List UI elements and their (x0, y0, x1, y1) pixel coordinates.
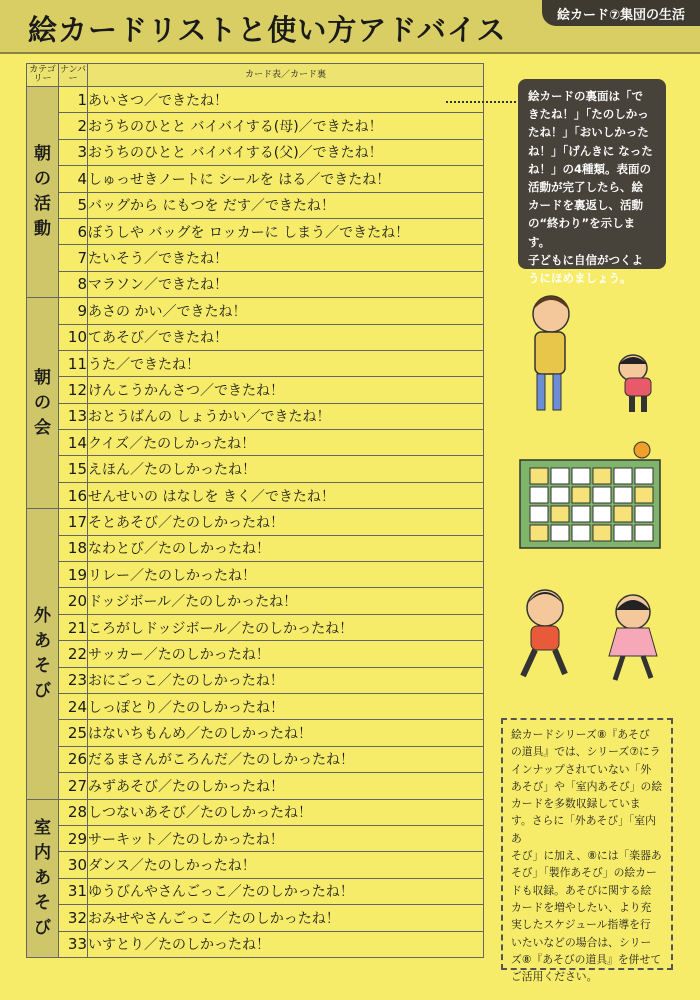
table-row (27, 403, 484, 429)
back-side-callout (518, 79, 666, 286)
callout-line: 活動が完了したら、絵 (528, 180, 643, 195)
card-text: ダンス／たのしかったね！ (88, 852, 484, 878)
table-row (27, 324, 484, 350)
girl-legs (615, 656, 651, 680)
category-cell (27, 799, 59, 957)
callout-line: ね！」「げんきに なった (528, 143, 653, 158)
card-number: 5 (59, 192, 88, 218)
card-board-illustration (518, 440, 668, 550)
boy-legs (523, 650, 565, 676)
table-row (27, 535, 484, 561)
card-text: たいそう／できたね！ (88, 245, 484, 271)
table-row (27, 852, 484, 878)
board-card-slot (572, 525, 590, 541)
series-note-box (501, 718, 673, 984)
board-sun-icon (634, 442, 650, 458)
note-line: インナップされていない「外 (511, 762, 652, 776)
title-bar (0, 0, 700, 54)
board-card-slot (530, 506, 548, 522)
category-char: の (34, 169, 51, 190)
card-text: マラソン／できたね！ (88, 271, 484, 297)
table-row (27, 641, 484, 667)
board-card-slot (614, 487, 632, 503)
table-row (27, 218, 484, 244)
card-text: みずあそび／たのしかったね！ (88, 773, 484, 799)
category-char: び (34, 680, 51, 701)
table-row (27, 377, 484, 403)
card-number: 15 (59, 456, 88, 482)
table-row (27, 350, 484, 376)
note-line: いたいなどの場合は、シリー (511, 935, 652, 949)
card-number: 13 (59, 403, 88, 429)
category-char: 内 (34, 842, 51, 863)
card-number: 24 (59, 693, 88, 719)
card-number: 28 (59, 799, 88, 825)
board-card-slot (572, 468, 590, 484)
table-row (27, 825, 484, 851)
card-number: 14 (59, 430, 88, 456)
card-number: 6 (59, 218, 88, 244)
table-row (27, 720, 484, 746)
note-line: 絵カードシリーズ⑧『あそび (511, 728, 650, 741)
card-number: 7 (59, 245, 88, 271)
card-text: はないちもんめ／たのしかったね！ (88, 720, 484, 746)
card-text: おみせやさんごっこ／たのしかったね！ (88, 905, 484, 931)
card-number: 11 (59, 350, 88, 376)
note-line: ズ⑧『あそびの道具』を併せて (511, 952, 662, 966)
card-number: 33 (59, 931, 88, 957)
boy-head (527, 590, 563, 626)
note-line: カードを多数収録していま (511, 797, 641, 811)
board-card-slot (551, 468, 569, 484)
header-number: ナンバー (59, 64, 88, 87)
category-char: 室 (34, 817, 51, 838)
card-text: おうちのひとと バイバイする(父)／できたね！ (88, 139, 484, 165)
card-text: ころがしドッジボール／たのしかったね！ (88, 614, 484, 640)
note-line: ドも収録。あそびに関する絵 (511, 883, 652, 897)
card-list-table (26, 63, 484, 958)
callout-line: カードを裏返し、活動 (528, 198, 643, 213)
board-card-slot (614, 525, 632, 541)
table-row (27, 456, 484, 482)
card-text: ゆうびんやさんごっこ／たのしかったね！ (88, 878, 484, 904)
note-line: す。さらに「外あそび」「室内あ (511, 814, 656, 845)
category-char: 朝 (34, 367, 51, 388)
teacher-leg-right (553, 374, 561, 410)
table-row (27, 905, 484, 931)
category-char: あ (34, 867, 51, 888)
board-card-slot (551, 487, 569, 503)
board-card-slot (530, 468, 548, 484)
card-number: 3 (59, 139, 88, 165)
card-number: 2 (59, 113, 88, 139)
page-title: 絵カードリストと使い方アドバイス (28, 13, 507, 47)
note-line: そび」「製作あそび」の絵カー (511, 866, 657, 880)
board-card-slot (614, 506, 632, 522)
note-line: カードを増やしたい、より充 (511, 900, 652, 914)
card-text: けんこうかんさつ／できたね！ (88, 377, 484, 403)
child-leg-left (629, 396, 635, 412)
card-text: だるまさんがころんだ／たのしかったね！ (88, 746, 484, 772)
card-text: しっぽとり／たのしかったね！ (88, 693, 484, 719)
card-number: 22 (59, 641, 88, 667)
table-row (27, 746, 484, 772)
card-number: 9 (59, 298, 88, 324)
callout-line: 絵カードの裏面は「で (528, 89, 643, 103)
card-number: 16 (59, 482, 88, 508)
header-category: カテゴリー (27, 64, 59, 87)
greeting-illustration (505, 290, 675, 420)
table-row (27, 693, 484, 719)
table-row (27, 773, 484, 799)
card-text: なわとび／たのしかったね！ (88, 535, 484, 561)
table-row (27, 614, 484, 640)
category-char: の (34, 392, 51, 413)
board-card-slot (551, 506, 569, 522)
series-tag: 絵カード⑦集団の生活 (542, 0, 700, 26)
category-char: 活 (34, 194, 51, 215)
card-text: あさの かい／できたね！ (88, 298, 484, 324)
table-row (27, 245, 484, 271)
category-cell (27, 298, 59, 509)
board-card-slot (551, 525, 569, 541)
card-text: リレー／たのしかったね！ (88, 562, 484, 588)
teacher-head (533, 296, 569, 332)
card-text: おうちのひとと バイバイする(母)／できたね！ (88, 113, 484, 139)
teacher-body (535, 332, 565, 374)
card-number: 1 (59, 87, 88, 113)
table-row (27, 166, 484, 192)
table-row (27, 588, 484, 614)
card-number: 20 (59, 588, 88, 614)
table-row (27, 878, 484, 904)
category-char: そ (34, 655, 51, 676)
table-row (27, 799, 484, 825)
card-number: 17 (59, 509, 88, 535)
card-number: 30 (59, 852, 88, 878)
child-leg-right (641, 396, 647, 412)
card-number: 29 (59, 825, 88, 851)
board-card-slot (635, 525, 653, 541)
card-number: 27 (59, 773, 88, 799)
category-char: 会 (34, 417, 51, 438)
card-number: 32 (59, 905, 88, 931)
category-char: び (34, 917, 51, 938)
note-line: あそび」や「室内あそび」の絵 (511, 779, 663, 793)
card-number: 4 (59, 166, 88, 192)
table-row (27, 482, 484, 508)
board-card-slot (635, 468, 653, 484)
board-card-slot (593, 525, 611, 541)
callout-line: うにほめましょう。 (528, 271, 632, 286)
board-card-slot (530, 525, 548, 541)
board-card-slot (593, 506, 611, 522)
card-text: サーキット／たのしかったね！ (88, 825, 484, 851)
girl-dress (609, 628, 657, 656)
card-text: クイズ／たのしかったね！ (88, 430, 484, 456)
card-text: いすとり／たのしかったね！ (88, 931, 484, 957)
note-line: そび」に加え、⑧には「楽器あ (511, 849, 662, 863)
teacher-leg-left (537, 374, 545, 410)
table-row (27, 113, 484, 139)
table-body (27, 87, 484, 958)
card-text: サッカー／たのしかったね！ (88, 641, 484, 667)
table-row (27, 667, 484, 693)
board-card-slot (635, 487, 653, 503)
note-line: 実したスケジュール指導を行 (511, 918, 651, 932)
category-char: 朝 (34, 144, 51, 165)
category-char: 外 (34, 605, 51, 626)
card-text: おにごっこ／たのしかったね！ (88, 667, 484, 693)
card-text: しゅっせきノートに シールを はる／できたね！ (88, 166, 484, 192)
category-char: そ (34, 892, 51, 913)
table-row (27, 192, 484, 218)
table-header-row (27, 64, 484, 87)
card-number: 31 (59, 878, 88, 904)
callout-line: 子どもに自信がつくよ (528, 252, 643, 267)
card-number: 21 (59, 614, 88, 640)
card-number: 10 (59, 324, 88, 350)
category-char: 動 (34, 219, 51, 240)
card-number: 23 (59, 667, 88, 693)
table-row (27, 430, 484, 456)
card-number: 18 (59, 535, 88, 561)
boy-body (531, 626, 559, 650)
card-text: ぼうしや バッグを ロッカーに しまう／できたね！ (88, 218, 484, 244)
card-text: ドッジボール／たのしかったね！ (88, 588, 484, 614)
callout-line: きたね！」「たのしかっ (528, 107, 649, 122)
card-text: てあそび／できたね！ (88, 324, 484, 350)
running-children-illustration (505, 580, 675, 690)
card-number: 25 (59, 720, 88, 746)
category-cell (27, 509, 59, 799)
board-card-slot (572, 506, 590, 522)
callout-line: の“終わり”を示します。 (528, 216, 636, 249)
table-row (27, 509, 484, 535)
table-row (27, 139, 484, 165)
board-card-slot (593, 468, 611, 484)
card-number: 8 (59, 271, 88, 297)
table-row (27, 87, 484, 113)
note-line: ご活用ください。 (511, 970, 598, 984)
card-text: おとうばんの しょうかい／できたね！ (88, 403, 484, 429)
card-text: そとあそび／たのしかったね！ (88, 509, 484, 535)
card-number: 19 (59, 562, 88, 588)
board-card-slot (593, 487, 611, 503)
card-text: せんせいの はなしを きく／できたね！ (88, 482, 484, 508)
card-text: えほん／たのしかったね！ (88, 456, 484, 482)
note-line: の道具』では、シリーズ⑦にラ (511, 745, 661, 759)
board-card-slot (572, 487, 590, 503)
card-text: うた／できたね！ (88, 350, 484, 376)
callout-line: ね！」の4種類。表面の (528, 161, 652, 176)
card-number: 26 (59, 746, 88, 772)
card-text: しつないあそび／たのしかったね！ (88, 799, 484, 825)
table-row (27, 931, 484, 957)
table-row (27, 271, 484, 297)
category-char: あ (34, 630, 51, 651)
table-row (27, 298, 484, 324)
child-body (625, 378, 651, 396)
category-cell (27, 87, 59, 298)
callout-leader-line (446, 101, 516, 103)
card-number: 12 (59, 377, 88, 403)
card-text: あいさつ／できたね！ (88, 87, 484, 113)
callout-line: たね！」「おいしかった (528, 125, 649, 140)
table-row (27, 562, 484, 588)
card-text: バッグから にもつを だす／できたね！ (88, 192, 484, 218)
board-card-slot (635, 506, 653, 522)
board-card-slot (614, 468, 632, 484)
header-card: カード表／カード裏 (88, 64, 484, 87)
board-card-slot (530, 487, 548, 503)
